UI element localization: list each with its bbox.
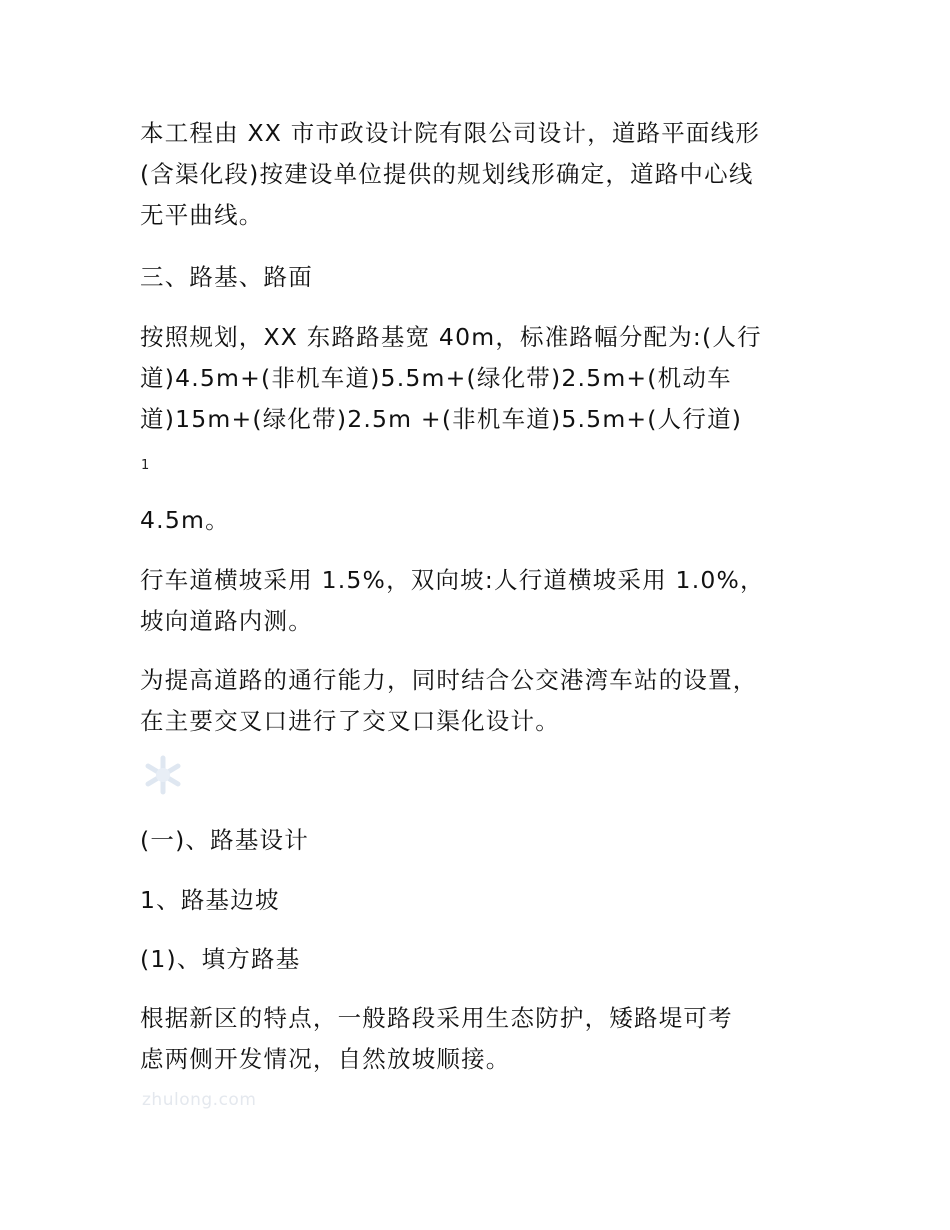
text-line: (含渠化段)按建设单位提供的规划线形确定，道路中心线	[140, 160, 754, 188]
text-line: 根据新区的特点，一般路段采用生态防护，矮路堤可考	[140, 1004, 733, 1032]
text-line: 本工程由 XX 市市政设计院有限公司设计，道路平面线形	[140, 119, 761, 147]
text-line: 为提高道路的通行能力，同时结合公交港湾车站的设置，	[140, 666, 758, 694]
paragraph-channelization	[140, 660, 820, 742]
text-line: 坡向道路内测。	[140, 607, 313, 635]
section-heading-subgrade-pavement: 三、路基、路面	[140, 263, 313, 291]
heading-subgrade-design: (一)、路基设计	[140, 826, 309, 854]
text-line: 在主要交叉口进行了交叉口渠化设计。	[140, 707, 560, 735]
text-line: 道)15m+(绿化带)2.5m +(非机车道)5.5m+(人行道)	[140, 405, 743, 433]
paragraph-cross-slope	[140, 560, 820, 642]
text-line: 无平曲线。	[140, 201, 264, 229]
snowflake-logo-icon	[143, 755, 183, 795]
paragraph-road-width	[140, 317, 820, 440]
text-line: 道)4.5m+(非机车道)5.5m+(绿化带)2.5m+(机动车	[140, 364, 732, 392]
watermark-text: zhulong.com	[142, 1090, 257, 1110]
text-line: 行车道横坡采用 1.5%，双向坡:人行道横坡采用 1.0%，	[140, 566, 765, 594]
paragraph-ecological-protection	[140, 998, 820, 1080]
paragraph-design-intro	[140, 113, 820, 236]
heading-fill-subgrade: (1)、填方路基	[140, 945, 301, 973]
text-line: 虑两侧开发情况，自然放坡顺接。	[140, 1045, 511, 1073]
paragraph-width-continued: 4.5m。	[140, 506, 230, 534]
heading-subgrade-slope: 1、路基边坡	[140, 886, 280, 914]
page-number: 1	[141, 458, 150, 473]
text-line: 按照规划，XX 东路路基宽 40m，标准路幅分配为:(人行	[140, 323, 762, 351]
